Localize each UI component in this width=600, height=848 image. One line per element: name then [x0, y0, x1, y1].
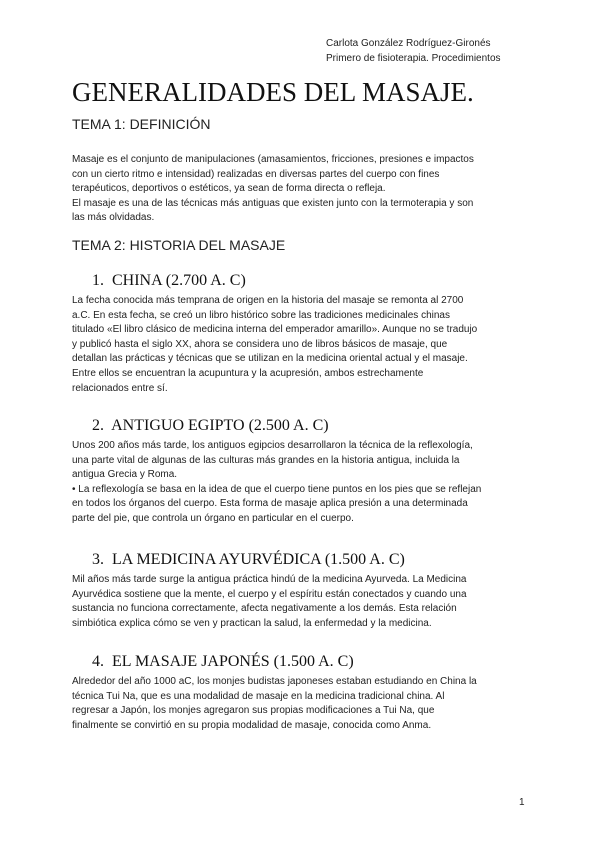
- text-line: simbiótica explica cómo se ven y practican la salud, la enfermedad y la medicina.: [72, 617, 432, 629]
- section-heading-ayurveda: [92, 550, 405, 570]
- section-heading-japones: [92, 652, 354, 672]
- text-line: terapéuticos, deportivos o estéticos, ya sean de forma directa o refleja.: [72, 183, 386, 195]
- text-line: Entre ellos se encuentran la acupuntura y la acupresión, ambos estrechamente: [72, 367, 424, 379]
- section-number: 4.: [92, 653, 104, 670]
- text-line: en todos los órganos del cuerpo. Esta forma de masaje aplica presión a una determinada: [72, 498, 468, 510]
- text-line: sustancia no funciona correctamente, afecta negativamente a los demás. Esta relación: [72, 603, 457, 615]
- text-line: relacionados entre sí.: [72, 382, 168, 394]
- section-title: EL MASAJE JAPONÉS (1.500 A. C): [112, 653, 354, 670]
- text-line: detallan las prácticas y técnicas que se utilizan en la medicina oriental actual y el masaje.: [72, 353, 468, 365]
- text-line: antigua Grecia y Roma.: [72, 469, 178, 481]
- section-paragraph-ayurveda: [72, 573, 532, 631]
- tema2-heading: TEMA 2: HISTORIA DEL MASAJE: [72, 237, 286, 253]
- tema1-paragraph: [72, 153, 532, 226]
- section-paragraph-japones: [72, 675, 532, 733]
- text-line: a.C. En esta fecha, se creó un libro histórico sobre las tradiciones medicinales chinas: [72, 309, 450, 321]
- text-line: con un cierto ritmo e intensidad) realizadas en diversas partes del cuerpo con fines: [72, 168, 440, 180]
- text-line: Masaje es el conjunto de manipulaciones (amasamientos, fricciones, presiones e impactos: [72, 154, 474, 165]
- document-title: GENERALIDADES DEL MASAJE.: [72, 77, 474, 107]
- section-paragraph-china: [72, 294, 532, 396]
- text-line: las más olvidadas.: [72, 212, 155, 224]
- tema1-heading: TEMA 1: DEFINICIÓN: [72, 116, 211, 132]
- text-line: El masaje es una de las técnicas más antiguas que existen junto con la termoterapia y son: [72, 197, 474, 209]
- text-line: Ayurvédica sostiene que la mente, el cuerpo y el espíritu están conectados y cuando una: [72, 588, 467, 600]
- text-line: • La reflexología se basa en la idea de que el cuerpo tiene puntos en los pies que se reflejan: [72, 483, 482, 495]
- section-number: 3.: [92, 551, 104, 568]
- text-line: Unos 200 años más tarde, los antiguos egipcios desarrollaron la técnica de la reflexología,: [72, 440, 473, 451]
- text-line: y publicó hasta el siglo XX, ahora se considera uno de libros básicos de masaje, que: [72, 338, 448, 350]
- text-line: titulado «El libro clásico de medicina interna del emperador amarillo». Aunque no se tradujo: [72, 324, 478, 336]
- section-number: 2.: [92, 417, 104, 434]
- section-heading-egipto: [92, 416, 329, 436]
- text-line: técnica Tui Na, que es una modalidad de masaje en la medicina tradicional china. Al: [72, 690, 445, 702]
- section-title: CHINA (2.700 A. C): [112, 272, 246, 289]
- text-line: finalmente se convirtió en su propia modalidad de masaje, conocida como Anma.: [72, 719, 432, 731]
- text-line: regresar a Japón, los monjes agregaron sus propias modificaciones a Tui Na, que: [72, 705, 435, 717]
- section-paragraph-egipto: [72, 439, 532, 527]
- page-number: 1: [519, 797, 525, 808]
- text-line: una parte vital de algunas de las culturas más grandes en la historia antigua, incluida la: [72, 454, 460, 466]
- header-block: [326, 36, 501, 66]
- author-name: Carlota González Rodríguez-Gironés: [326, 38, 491, 49]
- section-title: ANTIGUO EGIPTO (2.500 A. C): [111, 417, 329, 434]
- section-heading-china: [92, 271, 246, 291]
- text-line: Alrededor del año 1000 aC, los monjes budistas japoneses estaban estudiando en China la: [72, 676, 477, 687]
- section-number: 1.: [92, 272, 104, 289]
- text-line: Mil años más tarde surge la antigua práctica hindú de la medicina Ayurveda. La Medicina: [72, 574, 467, 585]
- course-name: Primero de fisioterapia. Procedimientos: [326, 53, 501, 64]
- text-line: parte del pie, que controla un órgano en particular en el cuerpo.: [72, 512, 354, 524]
- text-line: La fecha conocida más temprana de origen en la historia del masaje se remonta al 2700: [72, 295, 464, 306]
- section-title: LA MEDICINA AYURVÉDICA (1.500 A. C): [112, 551, 405, 568]
